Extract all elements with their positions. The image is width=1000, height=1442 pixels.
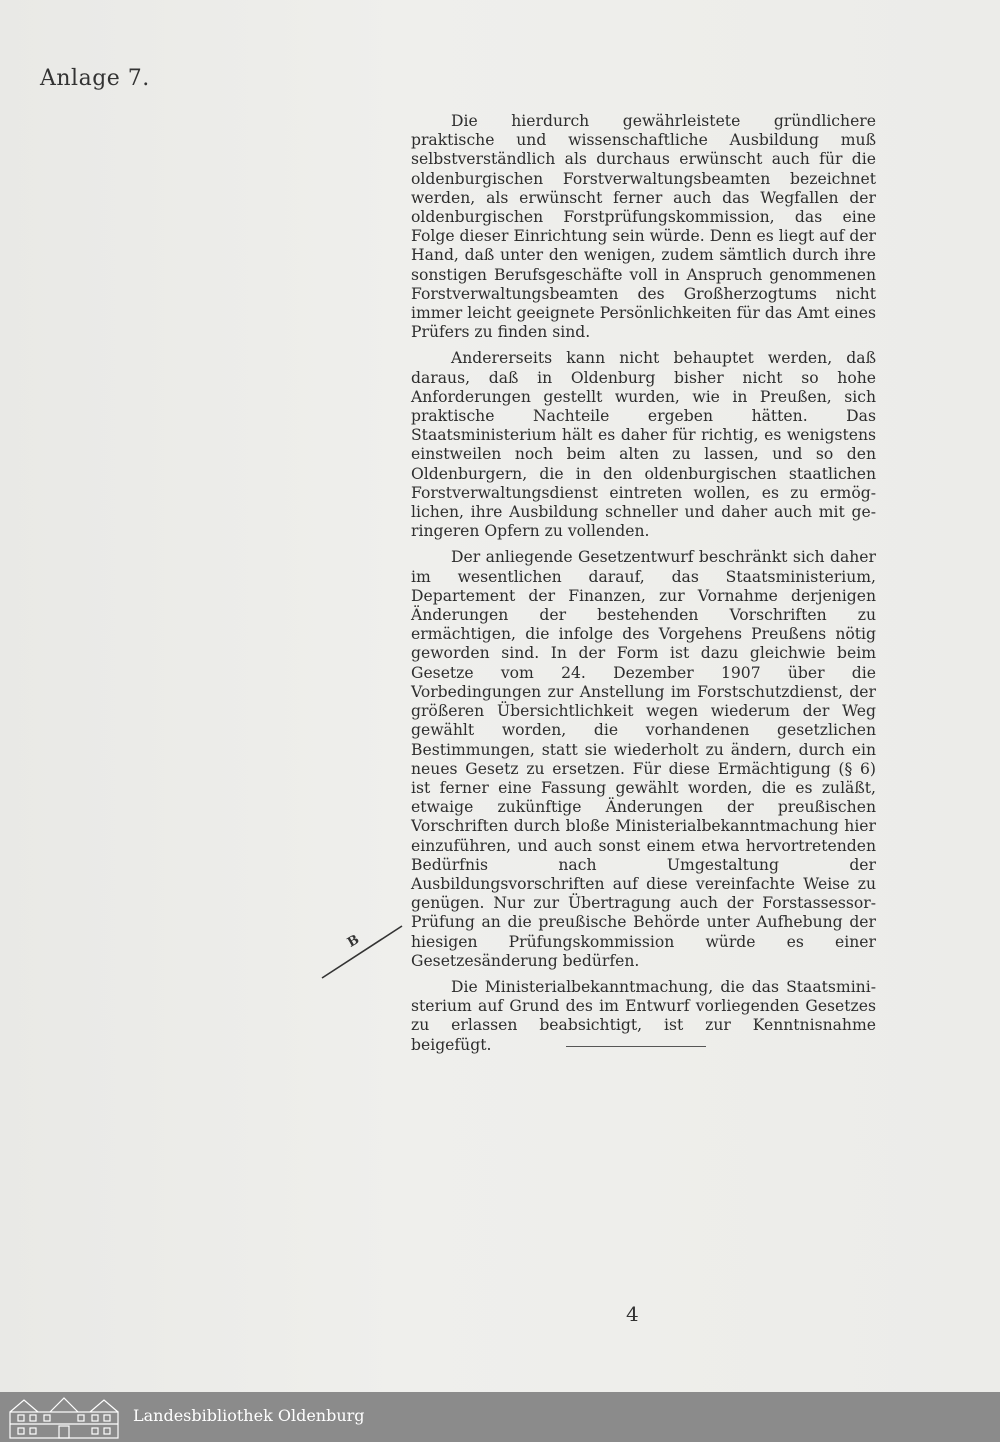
library-name: Landesbibliothek Oldenburg (133, 1406, 365, 1425)
page-number: 4 (626, 1302, 639, 1326)
paragraph-1: Die hierdurch gewährleistete gründlichere praktische und wissenschaftliche Ausbildung muß selbstverständlich als durchaus erwünscht auch für die oldenburgischen Forstverwaltungsbeamten bezeichnet werden, als erwünscht ferner auch das Wegfallen der oldenburgischen Forstprüfungskommission, das eine Folge dieser Einrichtung sein würde. Denn es liegt auf der Hand, daß unter den wenigen, zudem sämtlich durch ihre sonstigen Berufsgeschäfte voll in Anspruch genommenen Forstverwaltungsbeamten des Großherzogtums nicht immer leicht geeignete Persönlichkeiten für das Amt eines Prüfers zu finden sind. (411, 112, 876, 342)
margin-mark-line (318, 920, 408, 982)
paragraph-3: Der anliegende Gesetzentwurf beschränkt sich daher im wesentlichen darauf, das Staatsministerium, Departement der Finanzen, zur Vornahme derjenigen Änderungen der bestehenden Vorschriften zu ermächtigen, die infolge des Vorgehens Preußens nötig geworden sind. In der Form ist dazu gleichwie beim Gesetze vom 24. Dezember 1907 über die Vorbedingungen zur Anstellung im Forstschutzdienst, der größeren Übersichtlichkeit wegen wiederum der Weg gewählt worden, die vorhandenen gesetzlichen Bestimmungen, statt sie wiederholt zu ändern, durch ein neues Gesetz zu ersetzen. Für diese Ermächtigung (§ 6) ist ferner eine Fassung gewählt worden, die es zuläßt, etwaige zukünftige Änderungen der preußischen Vorschriften durch bloße Ministerialbekanntmachung hier einzuführen, und auch sonst einem etwa hervortretenden Bedürfnis nach Umgestaltung der Ausbildungsvorschriften auf diese vereinfachte Weise zu genügen. Nur zur Übertragung auch der Forstassessor-Prüfung an die preußische Behörde unter Aufhebung der hiesigen Prüfungskommission würde es einer Gesetzesänderung bedürfen. (411, 548, 876, 970)
paragraph-2: Andererseits kann nicht behauptet werden, daß daraus, daß in Oldenburg bisher nicht so hohe Anforderungen gestellt wurden, wie in Preußen, sich praktische Nachteile ergeben hätten. Das Staatsministerium hält es daher für richtig, es wenigstens einstweilen noch beim alten zu lassen, und so den Oldenburgern, die in den oldenburgischen staatlichen Forstverwaltungsdienst eintreten wollen, es zu ermöglichen, ihre Ausbildung schneller und daher auch mit geringeren Opfern zu vollenden. (411, 349, 876, 541)
annex-label: Anlage 7. (40, 66, 150, 91)
footer-bar (0, 1392, 1000, 1442)
library-building-icon (4, 1394, 124, 1440)
show-through-texture (405, 962, 875, 1238)
body-text (411, 112, 876, 1062)
margin-mark-label: B (344, 932, 363, 951)
paragraph-4: Die Ministerialbekanntmachung, die das Staatsministerium auf Grund des im Entwurf vorliegenden Gesetzes zu erlassen beabsichtigt, ist zur Kenntnisnahme beigefügt. (411, 977, 876, 1054)
